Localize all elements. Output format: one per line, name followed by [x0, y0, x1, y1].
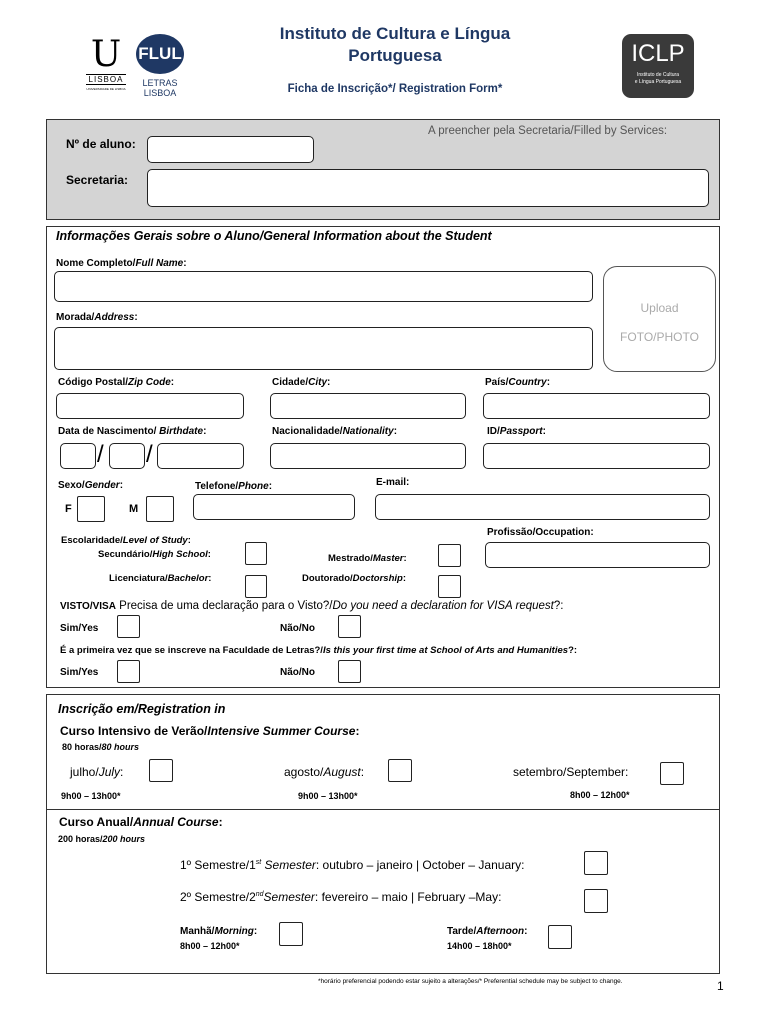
secretaria-label: Secretaria:: [66, 173, 129, 187]
afternoon-time-label: 14h00 – 18h00*: [447, 941, 512, 951]
high-school-checkbox[interactable]: [245, 542, 267, 565]
high-school-label: Secundário/High School:: [98, 549, 211, 560]
general-info-heading: Informações Gerais sobre o Aluno/General Information about the Student: [56, 229, 492, 243]
gender-label: Sexo/Gender:: [58, 480, 124, 491]
registration-divider: [46, 809, 720, 810]
secretaria-input[interactable]: [147, 169, 709, 207]
august-checkbox[interactable]: [388, 759, 412, 782]
full-name-input[interactable]: [54, 271, 593, 302]
birth-month-input[interactable]: [109, 443, 145, 469]
doctorship-checkbox[interactable]: [438, 575, 461, 598]
city-label: Cidade/City:: [272, 377, 331, 388]
visa-no-label: Não/No: [280, 623, 315, 634]
female-checkbox[interactable]: [77, 496, 105, 522]
country-label: País/Country:: [485, 377, 551, 388]
ul-logo-letter: U: [90, 34, 122, 75]
address-label: Morada/Address:: [56, 312, 138, 323]
occupation-input[interactable]: [485, 542, 710, 568]
semester2-label: 2º Semestre/2ndSemester: fevereiro – maio | February –May:: [180, 890, 502, 904]
secretaria-note: A preencher pela Secretaria/Filled by Services:: [428, 125, 668, 137]
occupation-label: Profissão/Occupation:: [487, 527, 594, 538]
study-level-label: Escolaridade/Level of Study:: [61, 535, 191, 546]
date-separator: /: [146, 441, 153, 468]
flul-logo: [135, 34, 185, 104]
page-number: 1: [717, 979, 724, 993]
registration-heading: Inscrição em/Registration in: [58, 702, 226, 716]
visa-yes-checkbox[interactable]: [117, 615, 140, 638]
august-label: agosto/August:: [284, 765, 365, 779]
student-no-input[interactable]: [147, 136, 314, 163]
flul-logo-text: FLUL: [138, 44, 182, 63]
nationality-input[interactable]: [270, 443, 466, 469]
city-input[interactable]: [270, 393, 466, 419]
flul-logo-sub1: LETRAS: [142, 78, 178, 88]
country-input[interactable]: [483, 393, 710, 419]
flul-logo-sub2: LISBOA: [143, 88, 177, 98]
july-time-label: 9h00 – 13h00*: [61, 791, 121, 801]
birth-year-input[interactable]: [157, 443, 244, 469]
female-label: F: [65, 503, 72, 515]
male-checkbox[interactable]: [146, 496, 174, 522]
iclp-logo-sub2: e Língua Portuguesa: [634, 79, 682, 85]
visa-question: VISTO/VISA Precisa de uma declaração para o Visto?/Do you need a declaration for VISA request?:: [60, 600, 564, 612]
male-label: M: [129, 503, 139, 515]
master-label: Mestrado/Master:: [328, 553, 407, 564]
ul-logo-subtext: UNIVERSIDADE DE LISBOA: [86, 87, 126, 91]
august-time-label: 9h00 – 13h00*: [298, 791, 358, 801]
annual-hours-label: 200 horas/200 hours: [58, 834, 146, 844]
iclp-logo-sub1: Instituto de Cultura: [637, 72, 679, 78]
page-title-line1: Instituto de Cultura e Língua: [279, 24, 511, 43]
morning-time-label: 8h00 – 12h00*: [180, 941, 240, 951]
summer-hours-label: 80 horas/80 hours: [62, 742, 140, 752]
photo-label: FOTO/PHOTO: [620, 330, 699, 344]
page-subtitle: Ficha de Inscrição*/ Registration Form*: [287, 83, 503, 95]
birthdate-label: Data de Nascimento/ Birthdate:: [58, 426, 207, 437]
first-time-yes-checkbox[interactable]: [117, 660, 140, 683]
first-time-no-checkbox[interactable]: [338, 660, 361, 683]
afternoon-checkbox[interactable]: [548, 925, 572, 949]
bachelor-checkbox[interactable]: [245, 575, 267, 598]
phone-input[interactable]: [193, 494, 355, 520]
first-time-question: É a primeira vez que se inscreve na Faculdade de Letras?/Is this your first time at School of Arts and Humanities?:: [60, 645, 578, 656]
july-checkbox[interactable]: [149, 759, 173, 782]
iclp-logo: [622, 34, 694, 98]
september-time-label: 8h00 – 12h00*: [570, 790, 630, 800]
september-label: setembro/September:: [513, 765, 629, 779]
first-time-yes-label: Sim/Yes: [60, 667, 99, 678]
zip-input[interactable]: [56, 393, 244, 419]
morning-checkbox[interactable]: [279, 922, 303, 946]
visa-yes-label: Sim/Yes: [60, 623, 99, 634]
morning-label: Manhã/Morning:: [180, 926, 258, 937]
upload-label: Upload: [640, 301, 679, 315]
footer-note: *horário preferencial podendo estar sujeito a alterações/* Preferential schedule may be subject to change.: [318, 978, 623, 985]
ul-logo: [86, 36, 126, 104]
doctorship-label: Doutorado/Doctorship:: [302, 573, 406, 584]
email-input[interactable]: [375, 494, 710, 520]
semester2-checkbox[interactable]: [584, 889, 608, 913]
email-label: E-mail:: [376, 477, 410, 488]
address-input[interactable]: [54, 327, 593, 370]
annual-course-label: Curso Anual/Annual Course:: [59, 815, 223, 829]
page-title-line2: Portuguesa: [348, 46, 442, 65]
birth-day-input[interactable]: [60, 443, 96, 469]
nationality-label: Nacionalidade/Nationality:: [272, 426, 398, 437]
date-separator: /: [97, 441, 104, 468]
afternoon-label: Tarde/Afternoon:: [447, 926, 528, 937]
photo-upload-box[interactable]: [603, 266, 716, 372]
visa-no-checkbox[interactable]: [338, 615, 361, 638]
july-label: julho/July:: [70, 765, 124, 779]
full-name-label: Nome Completo/Full Name:: [56, 258, 187, 269]
first-time-no-label: Não/No: [280, 667, 315, 678]
zip-label: Código Postal/Zip Code:: [58, 377, 175, 388]
passport-input[interactable]: [483, 443, 710, 469]
iclp-logo-text: ICLP: [631, 40, 685, 67]
ul-logo-text: LISBOA: [86, 74, 126, 85]
passport-label: ID/Passport:: [487, 426, 546, 437]
semester1-checkbox[interactable]: [584, 851, 608, 875]
bachelor-label: Licenciatura/Bachelor:: [109, 573, 212, 584]
september-checkbox[interactable]: [660, 762, 684, 785]
master-checkbox[interactable]: [438, 544, 461, 567]
summer-course-label: Curso Intensivo de Verão/Intensive Summer Course:: [60, 724, 360, 738]
semester1-label: 1º Semestre/1st Semester: outubro – janeiro | October – January:: [180, 858, 525, 872]
phone-label: Telefone/Phone:: [195, 481, 273, 492]
student-no-label: Nº de aluno:: [66, 137, 136, 151]
